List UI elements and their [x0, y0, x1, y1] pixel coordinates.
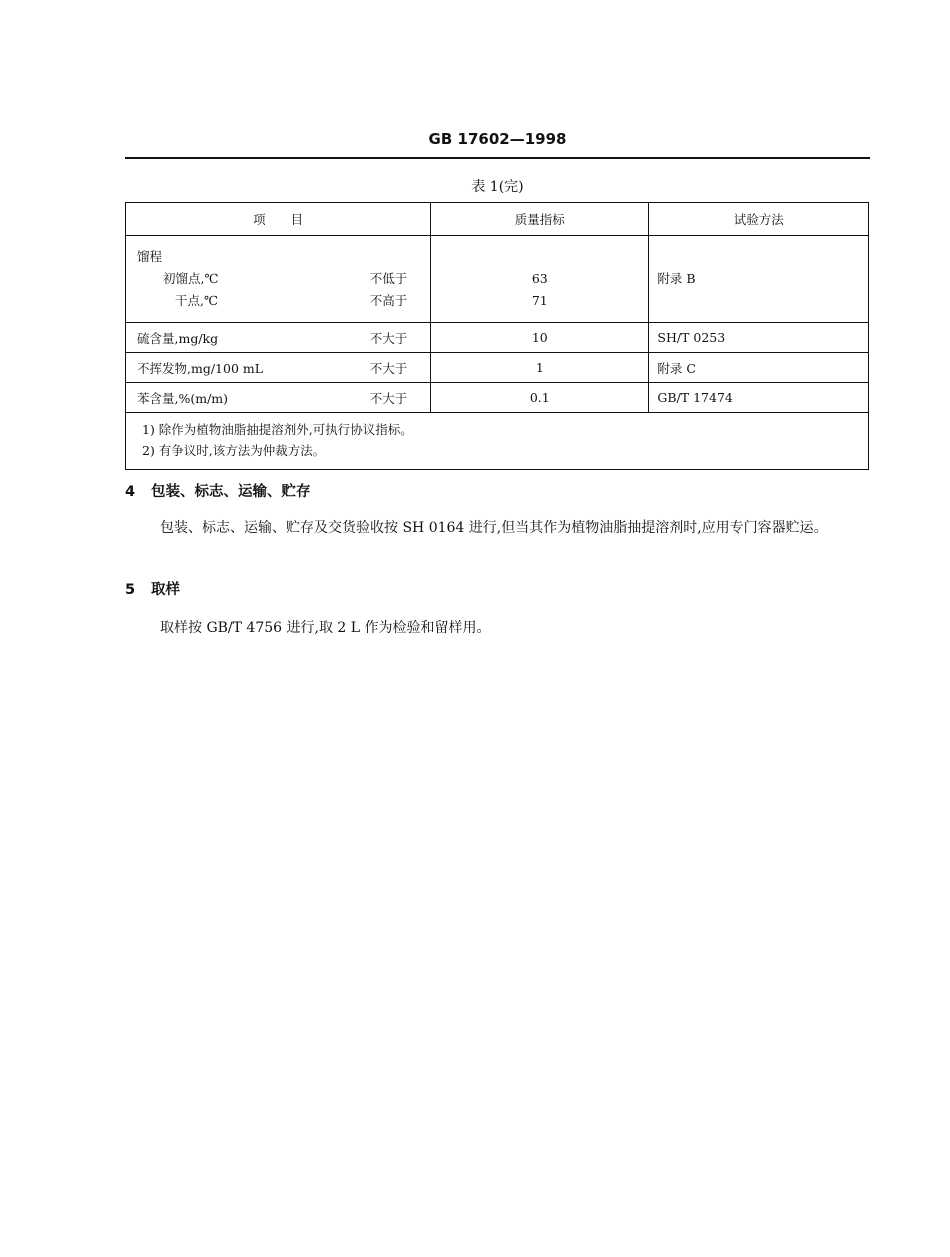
- row-name: 不挥发物,mg/100 mL: [137, 360, 264, 376]
- table-row: [126, 383, 869, 413]
- row-limit: 不大于: [369, 390, 408, 406]
- row-limit: 不大于: [369, 330, 408, 346]
- distillation-item-cell: [126, 236, 431, 323]
- final-bp-limit: 不高于: [369, 293, 408, 308]
- row-value: 0.1: [431, 383, 649, 413]
- initial-bp-row: [127, 268, 429, 290]
- header-method: 试验方法: [649, 203, 869, 236]
- table-row: [126, 353, 869, 383]
- table-row: [126, 323, 869, 353]
- section-heading-4: [125, 480, 311, 501]
- row-name: 苯含量,%(m/m): [137, 390, 229, 406]
- final-bp-name: 干点,℃: [175, 293, 218, 308]
- table-notes: [126, 413, 869, 470]
- header-item: 项 目: [126, 203, 431, 236]
- standard-code: GB 17602—1998: [428, 130, 567, 148]
- table-note: 1) 除作为植物油脂抽提溶剂外,可执行协议指标。: [142, 422, 413, 437]
- initial-bp-name: 初馏点,℃: [163, 271, 219, 286]
- final-bp-row: [127, 290, 429, 312]
- table-note: 2) 有争议时,该方法为仲裁方法。: [142, 443, 326, 458]
- table-header-row: [126, 203, 869, 236]
- quality-spec-table: [125, 202, 869, 470]
- table-row-distillation: [126, 236, 869, 323]
- distillation-method-cell: [649, 236, 869, 323]
- section-number: 4: [125, 484, 136, 500]
- header-quality: 质量指标: [431, 203, 649, 236]
- row-name: 硫含量,mg/kg: [137, 330, 219, 346]
- section-paragraph-4: 包装、标志、运输、贮存及交货验收按 SH 0164 进行,但当其作为植物油脂抽提溶剂时,应用专门容器贮运。: [160, 520, 828, 536]
- distillation-label: 馏程: [137, 249, 163, 264]
- row-item-cell: [126, 383, 431, 413]
- section-paragraph-5: 取样按 GB/T 4756 进行,取 2 L 作为检验和留样用。: [160, 620, 491, 636]
- row-value: 10: [431, 323, 649, 353]
- row-item-cell: [126, 353, 431, 383]
- row-limit: 不大于: [369, 360, 408, 376]
- initial-bp-limit: 不低于: [369, 271, 408, 286]
- initial-bp-method: 附录 B: [657, 271, 696, 286]
- table-notes-row: [126, 413, 869, 470]
- final-bp-value: 71: [531, 293, 548, 308]
- distillation-value-cell: [431, 236, 649, 323]
- section-number: 5: [125, 582, 136, 598]
- row-item-cell: [126, 323, 431, 353]
- section-title: 取样: [151, 582, 180, 598]
- row-method: SH/T 0253: [649, 323, 869, 353]
- table-caption: 表 1(完): [471, 179, 524, 195]
- row-method: 附录 C: [649, 353, 869, 383]
- row-method: GB/T 17474: [649, 383, 869, 413]
- initial-bp-value: 63: [531, 271, 548, 286]
- section-heading-5: [125, 578, 180, 599]
- header-rule: [125, 157, 870, 159]
- row-value: 1: [431, 353, 649, 383]
- section-title: 包装、标志、运输、贮存: [151, 484, 311, 500]
